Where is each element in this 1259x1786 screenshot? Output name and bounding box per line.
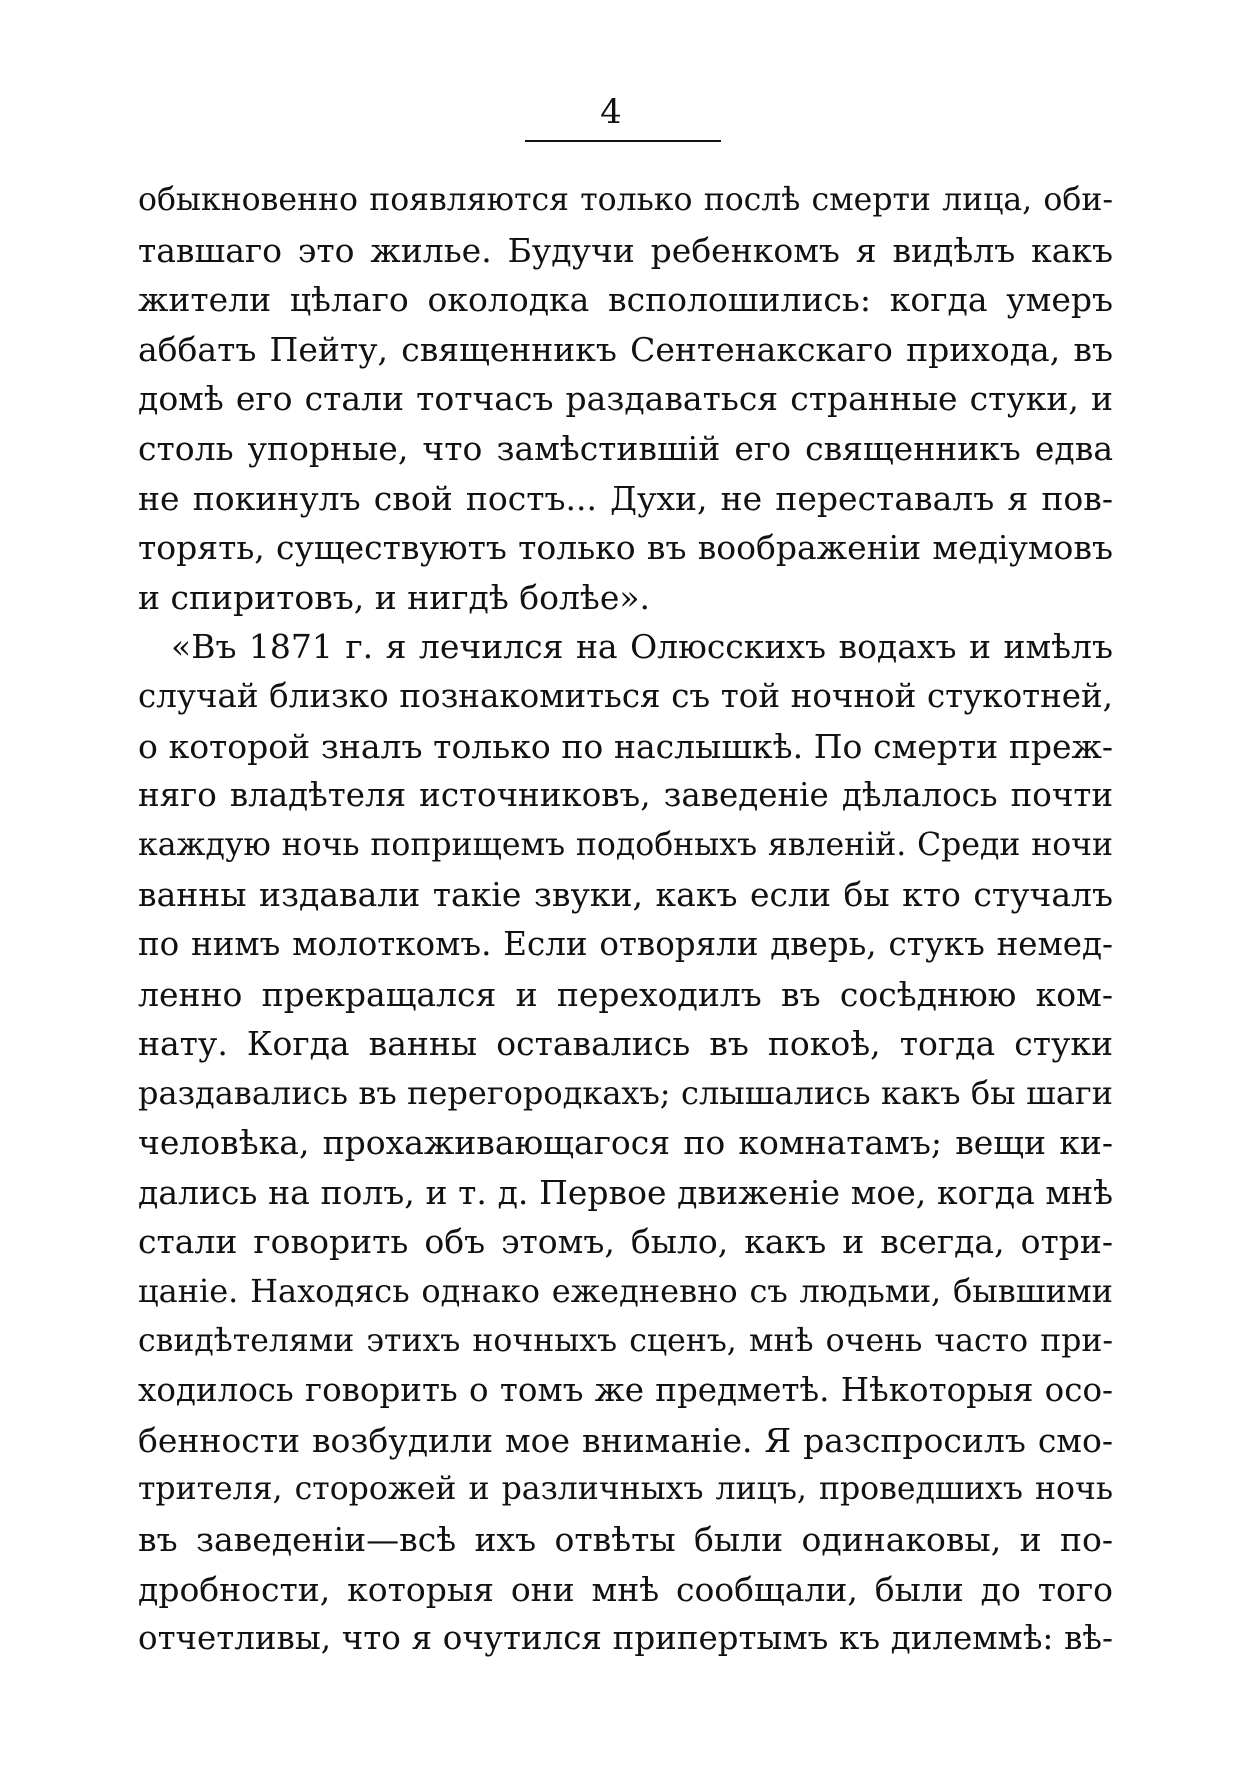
page-number: 4 [600, 92, 623, 132]
text-line: столь упорные, что замѣстившій его священникъ едва [138, 428, 1113, 468]
header-rule [525, 140, 721, 142]
text-line: трителя, сторожей и различныхъ лицъ, проведшихъ ночь [138, 1471, 1113, 1508]
text-line: человѣка, прохаживающагося по комнатамъ; вещи ки- [138, 1123, 1113, 1163]
text-line: дались на полъ, и т. д. Первое движеніе мое, когда мнѣ [138, 1172, 1113, 1212]
text-line: цаніе. Находясь однако ежедневно съ людьми, бывшими [138, 1272, 1113, 1311]
text-line: нату. Когда ванны оставались въ покоѣ, тогда стуки [138, 1024, 1113, 1064]
text-line: тавшаго это жилье. Будучи ребенкомъ я видѣлъ какъ [138, 230, 1113, 270]
text-line: свидѣтелями этихъ ночныхъ сценъ, мнѣ очень часто при- [138, 1322, 1113, 1359]
text-line: жители цѣлаго околодка всполошились: когда умеръ [138, 280, 1113, 320]
text-line: случай близко познакомиться съ той ночной стукотней, [138, 676, 1113, 715]
text-line: отчетливы, что я очутился припертымъ къ дилеммѣ: вѣ- [138, 1619, 1113, 1658]
text-line: о которой зналъ только по наслышкѣ. По смерти преж- [138, 726, 1113, 766]
body-text [138, 176, 1113, 1664]
text-line: ходилось говорить о томъ же предметѣ. Нѣкоторыя осо- [138, 1371, 1113, 1410]
text-line: бенности возбудили мое вниманіе. Я разспросилъ смо- [138, 1420, 1113, 1460]
text-line: ленно прекращался и переходилъ въ сосѣднюю ком- [138, 974, 1113, 1014]
text-line: аббатъ Пейту, священникъ Сентенакскаго прихода, въ [138, 329, 1113, 369]
text-line: стали говорить объ этомъ, было, какъ и всегда, отри- [138, 1222, 1113, 1262]
text-line: домѣ его стали тотчасъ раздаваться странные стуки, и [138, 379, 1113, 419]
text-line: въ заведеніи—всѣ ихъ отвѣты были одинаковы, и по- [138, 1520, 1113, 1560]
text-line: торять, существуютъ только въ воображеніи медіумовъ [138, 528, 1113, 568]
text-line: «Въ 1871 г. я лечился на Олюсскихъ водахъ и имѣлъ [171, 627, 1113, 667]
text-line: ванны издавали такіе звуки, какъ если бы кто стучалъ [138, 875, 1113, 915]
text-line: и спиритовъ, и нигдѣ болѣе». [138, 577, 651, 617]
text-line: каждую ночь поприщемъ подобныхъ явленій. Среди ночи [138, 826, 1113, 863]
text-line: няго владѣтеля источниковъ, заведеніе дѣлалось почти [138, 776, 1113, 815]
text-line: раздавались въ перегородкахъ; слышались какъ бы шаги [138, 1073, 1113, 1112]
text-line: по нимъ молоткомъ. Если отворяли дверь, стукъ немед- [138, 924, 1113, 963]
text-line: обыкновенно появляются только послѣ смерти лица, оби- [138, 182, 1113, 218]
text-line: дробности, которыя они мнѣ сообщали, были до того [138, 1569, 1113, 1609]
text-line: не покинулъ свой постъ... Духи, не переставалъ я пов- [138, 478, 1113, 518]
